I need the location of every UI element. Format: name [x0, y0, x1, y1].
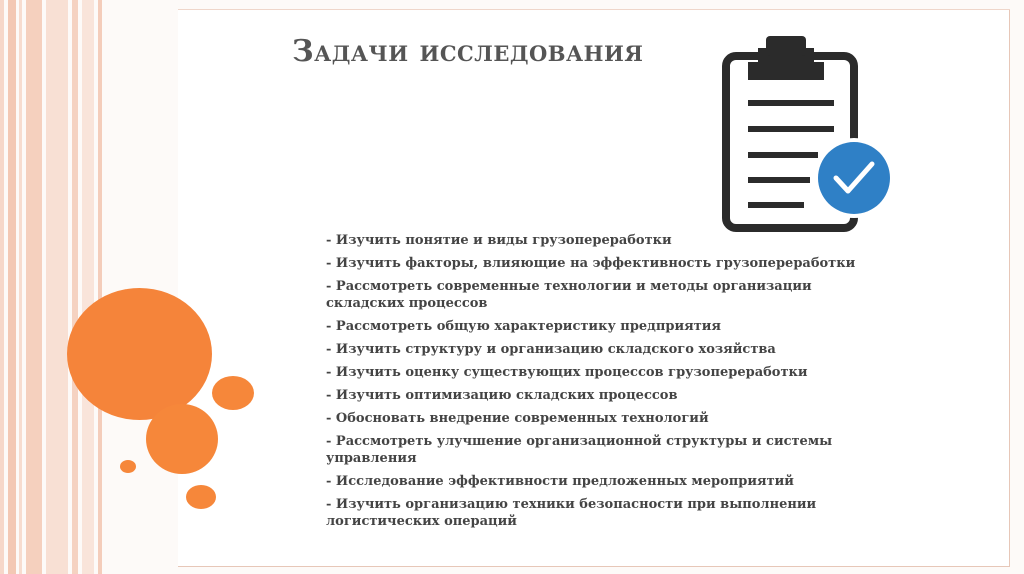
list-item: - Обосновать внедрение современных технологий — [326, 411, 709, 426]
decor-stripe — [72, 0, 78, 574]
decor-stripe — [19, 0, 22, 574]
clipboard-checklist-icon — [718, 30, 898, 235]
list-item: - Изучить организацию техники безопасности при выполнении логистических операций — [326, 497, 817, 529]
list-item: - Рассмотреть современные технологии и методы организации складских процессов — [326, 279, 812, 311]
decor-circle-small — [212, 376, 254, 410]
decor-stripe — [98, 0, 102, 574]
decor-stripe — [0, 0, 4, 574]
list-item: - Рассмотреть общую характеристику предприятия — [326, 319, 721, 334]
decor-stripe — [26, 0, 42, 574]
decor-stripe — [8, 0, 16, 574]
list-item: - Изучить структуру и организацию складского хозяйства — [326, 342, 776, 357]
decor-circle-tiny — [120, 460, 136, 473]
decor-stripe — [46, 0, 68, 574]
list-item: - Изучить факторы, влияющие на эффективность грузопереработки — [326, 256, 856, 271]
frame-border — [178, 9, 1010, 10]
decor-circle-medium — [146, 404, 218, 474]
slide-title: Задачи исследования — [292, 34, 644, 69]
decor-circle-large — [67, 288, 212, 420]
decor-stripe — [82, 0, 94, 574]
list-item: - Рассмотреть улучшение организационной структуры и системы управления — [326, 434, 833, 466]
list-item: - Изучить оценку существующих процессов грузопереработки — [326, 365, 808, 380]
list-item: - Исследование эффективности предложенных мероприятий — [326, 474, 794, 489]
list-item: - Изучить оптимизацию складских процессов — [326, 388, 678, 403]
decor-circle-small-lower — [186, 485, 216, 509]
tasks-list — [326, 232, 886, 536]
list-item: - Изучить понятие и виды грузопереработки — [326, 233, 672, 248]
